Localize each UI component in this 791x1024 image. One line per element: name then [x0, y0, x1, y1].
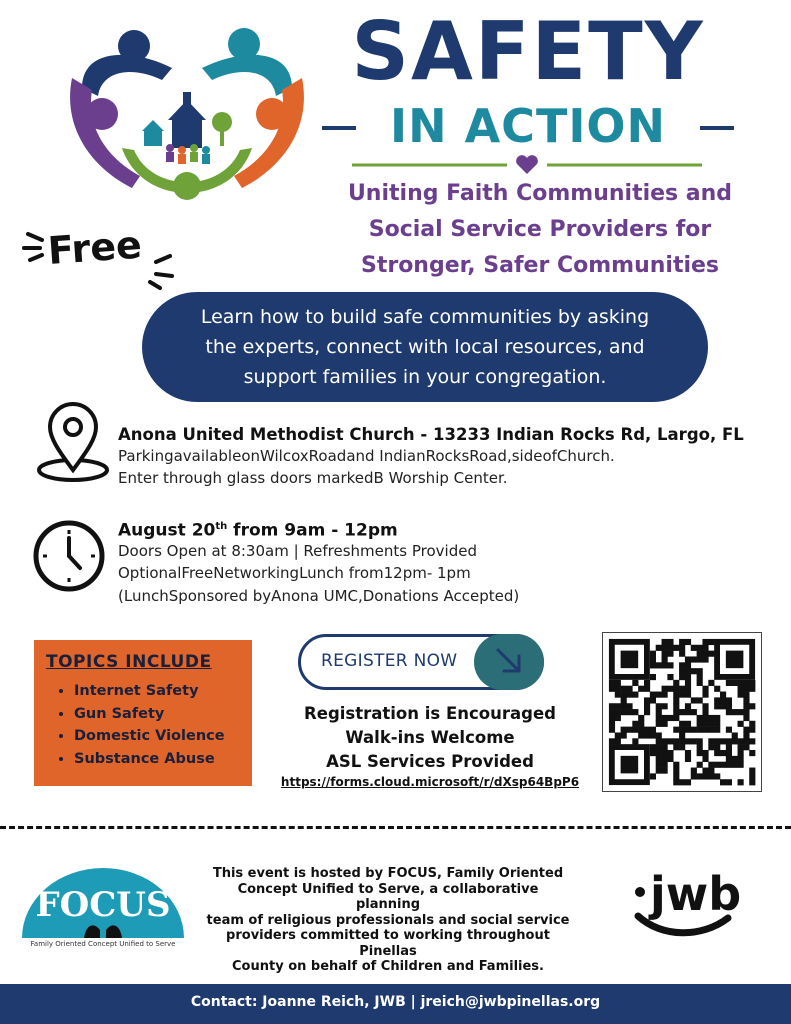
intro-line: Learn how to build safe communities by asking — [200, 306, 650, 328]
title-dash-right — [700, 126, 734, 130]
contact-bar — [0, 984, 791, 1024]
registration-line: ASL Services Provided — [326, 752, 534, 771]
intro-line: the experts, connect with local resources, and — [205, 336, 645, 358]
registration-line: Registration is Encouraged — [304, 704, 556, 723]
lunch-sponsor-info: (LunchSponsored byAnona UMC,Donations Accepted) — [118, 587, 520, 605]
hosted-line: team of religious professionals and social service — [206, 912, 570, 928]
title-in-action-row — [322, 96, 734, 156]
jwb-logo — [632, 862, 772, 940]
intro-text — [168, 302, 682, 392]
subtitle-line: Stronger, Safer Communities — [360, 253, 720, 278]
title-in-action: IN ACTION — [389, 99, 667, 153]
intro-line: support families in your congregation. — [243, 366, 607, 388]
event-date-suffix: th — [215, 521, 228, 532]
lunch-info: OptionalFreeNetworkingLunch from12pm- 1pm — [118, 564, 471, 582]
topic-item: • Gun Safety — [74, 703, 225, 726]
topic-item: • Substance Abuse — [74, 748, 225, 771]
topics-box — [34, 640, 252, 786]
clock-icon — [32, 518, 106, 594]
registration-qr-code[interactable] — [602, 632, 762, 792]
subtitle-line: Uniting Faith Communities and — [347, 181, 733, 206]
arrow-down-right-icon — [474, 634, 544, 690]
focus-logo-text: FOCUS — [35, 885, 171, 925]
event-date: August 20 — [118, 520, 216, 541]
title-safety: SAFETY — [351, 5, 705, 98]
jwb-logo-text: jwb — [650, 867, 742, 921]
registration-line: Walk-ins Welcome — [345, 728, 515, 747]
register-now-label: REGISTER NOW — [321, 651, 458, 671]
dashed-divider — [0, 826, 791, 829]
registration-link[interactable]: https://forms.cloud.microsoft/r/dXsp64BpP6 — [280, 775, 580, 789]
contact-info: Contact: Joanne Reich, JWB | jreich@jwbpinellas.org — [190, 994, 601, 1010]
map-pin-icon — [34, 400, 112, 484]
topic-item: • Domestic Violence — [74, 725, 225, 748]
location-name: Anona United Methodist Church - 13233 Indian Rocks Rd, Largo, FL — [118, 425, 744, 444]
hosted-line: County on behalf of Children and Families. — [232, 959, 544, 974]
hosted-line: Concept Unified to Serve, a collaborative planning — [237, 881, 539, 912]
title-dash-left — [322, 126, 356, 130]
community-heart-logo — [62, 18, 312, 218]
focus-tagline: Family Oriented Concept Unified to Serve — [30, 940, 176, 948]
doors-open-info: Doors Open at 8:30am | Refreshments Provided — [118, 542, 477, 560]
subtitle-line: Social Service Providers for — [368, 217, 712, 242]
register-now-button[interactable] — [298, 634, 544, 690]
topic-item: • Internet Safety — [74, 680, 225, 703]
parking-info: ParkingavailableonWilcoxRoadand IndianRocksRoad,sideofChurch. — [118, 447, 615, 465]
hosted-by-text — [204, 866, 572, 975]
entry-info: Enter through glass doors markedB Worship Center. — [118, 469, 508, 487]
registration-info — [280, 702, 580, 774]
intro-banner — [142, 292, 708, 402]
hosted-line: providers committed to working throughout Pinellas — [226, 928, 550, 959]
hosted-line: This event is hosted by FOCUS, Family Oriented — [212, 866, 564, 881]
event-time: from 9am - 12pm — [227, 520, 398, 541]
subtitle — [320, 176, 760, 284]
topics-list — [58, 680, 225, 770]
free-label: Free — [46, 222, 144, 273]
topics-heading: TOPICS INCLUDE — [46, 652, 212, 672]
event-date-time — [118, 515, 398, 543]
heart-divider — [352, 152, 702, 178]
